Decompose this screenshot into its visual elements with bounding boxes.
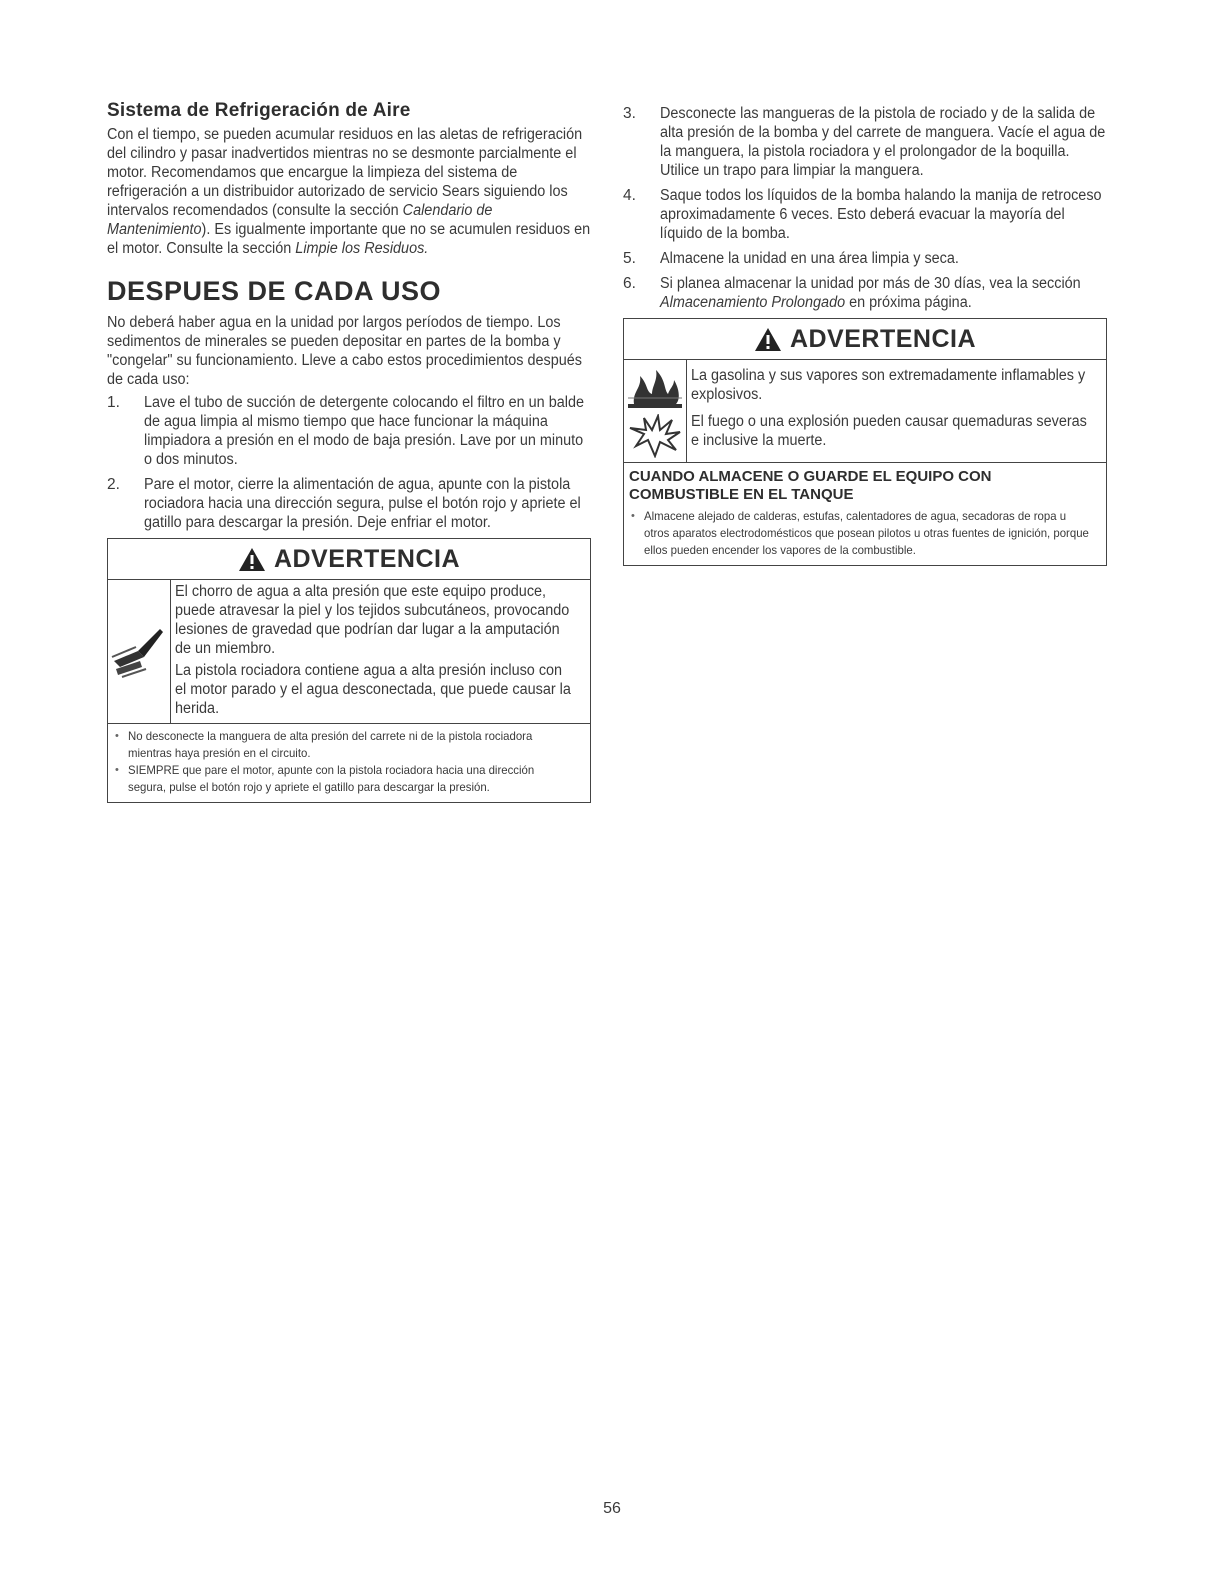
list-item [107, 475, 591, 532]
step-number: 3. [623, 105, 636, 122]
list-item [114, 762, 584, 796]
warning-paragraph: La pistola rociadora contiene agua a alta presión incluso con el motor parado y el agua desconectada, que puede causar la herida. [175, 662, 571, 717]
bullet-text: • Almacene alejado de calderas, estufas, calentadores de agua, secadoras de ropa u otros aparatos electrodomésticos que posean pilotos u otras fuentes de ignición, porque ellos pueden encender los vapores de la combustible. [644, 509, 1089, 557]
after-each-use-heading: DESPUES DE CADA USO [107, 276, 442, 306]
step-number: 5. [623, 250, 636, 267]
cooling-ref-calendar: Calendario de Mantenimiento [107, 202, 493, 238]
cooling-system-heading: Sistema de Refrigeración de Aire [107, 100, 411, 121]
warning-body [624, 360, 1106, 463]
warning-box-pressure [107, 538, 591, 803]
fire-icon [624, 364, 686, 410]
warning-bullets [108, 724, 590, 802]
step-number: 1. [107, 394, 120, 411]
list-item [107, 393, 591, 469]
step-text: Desconecte las mangueras de la pistola de rociado y de la salida de alta presión de la bomba y del carrete de manguera. Vacíe el agua de la manguera, la pistola rociadora y el prolongador de la boquilla. Utilice un trapo para limpiar la manguera. [660, 105, 1106, 179]
page-number: 56 [603, 1500, 621, 1517]
cooling-text-b: ). Es igualmente importante que no se acumulen residuos en el motor. Consulte la sección [107, 221, 591, 257]
warning-subtitle: CUANDO ALMACENE O GUARDE EL EQUIPO CON COMBUSTIBLE EN EL TANQUE [629, 468, 992, 503]
warning-paragraph: La gasolina y sus vapores son extremadamente inflamables y explosivos. [691, 367, 1086, 403]
right-column [623, 104, 1107, 566]
warning-icon-cell [108, 580, 171, 723]
list-item [630, 508, 1100, 559]
cooling-system-paragraph [107, 125, 591, 258]
step-text: Saque todos los líquidos de la bomba halando la manija de retroceso aproximadamente 6 veces. Esto deberá evacuar la mayoría del líquido de la bomba. [660, 187, 1102, 242]
warning-title-text: ADVERTENCIA [789, 324, 977, 353]
bullet-text: • No desconecte la manguera de alta presión del carrete ni de la pistola rociadora mientras haya presión en el circuito. [128, 729, 533, 760]
step-text: Pare el motor, cierre la alimentación de agua, apunte con la pistola rociadora hacia una dirección segura, pulse el botón rojo y apriete el gatillo para descargar la presión. Deje enfriar el motor. [144, 476, 581, 531]
list-item [623, 249, 1107, 268]
warning-text-cell [687, 360, 1125, 462]
step-text: Almacene la unidad en una área limpia y seca. [660, 250, 959, 267]
explosion-icon [624, 414, 686, 458]
steps-list-left [107, 393, 591, 532]
warning-body [108, 580, 590, 724]
warning-title-text: ADVERTENCIA [273, 544, 461, 573]
warning-paragraph: El chorro de agua a alta presión que este equipo produce, puede atravesar la piel y los tejidos subcutáneos, provocando lesiones de gravedad que podrían dar lugar a la amputación de un miembro. [175, 583, 570, 657]
warning-triangle-icon [754, 327, 782, 352]
warning-title [624, 319, 1106, 360]
steps-list-right [623, 104, 1107, 312]
warning-box-fuel [623, 318, 1107, 566]
step-number: 2. [107, 476, 120, 493]
step6-text-b: en próxima página. [845, 294, 972, 311]
step-text [660, 274, 1106, 312]
step-number: 4. [623, 187, 636, 204]
warning-text-cell [171, 580, 609, 723]
high-pressure-injection-icon [108, 621, 170, 683]
warning-icon-cell [624, 360, 687, 462]
step-text: Lave el tubo de succión de detergente colocando el filtro en un balde de agua limpia al mismo tiempo que hace funcionar la máquina limpiadora a presión en el modo de baja presión. Lave por un minuto o dos minutos. [144, 394, 584, 468]
warning-title [108, 539, 590, 580]
warning-paragraph: El fuego o una explosión pueden causar quemaduras severas e inclusive la muerte. [691, 413, 1087, 449]
warning-triangle-icon [238, 547, 266, 572]
after-each-use-intro: No deberá haber agua en la unidad por largos períodos de tiempo. Los sedimentos de minerales se pueden depositar en partes de la bomba y "congelar" su funcionamiento. Lleve a cabo estos procedimientos después de cada uso: [107, 314, 583, 388]
warning-bullets [624, 504, 1106, 565]
list-item [623, 104, 1107, 180]
step6-ref-storage: Almacenamiento Prolongado [660, 294, 846, 311]
step-number: 6. [623, 275, 636, 292]
cooling-ref-residues: Limpie los Residuos. [295, 240, 429, 257]
list-item [114, 728, 584, 762]
list-item [623, 186, 1107, 243]
bullet-text: • SIEMPRE que pare el motor, apunte con la pistola rociadora hacia una dirección segura, pulse el botón rojo y apriete el gatillo para descargar la presión. [128, 763, 535, 794]
list-item [623, 274, 1107, 312]
left-column [107, 100, 591, 803]
cooling-text-a: Con el tiempo, se pueden acumular residuos en las aletas de refrigeración del cilindro y pasar inadvertidos mientras no se desmonte parcialmente el motor. Recomendamos que encargue la limpieza del sistema de refrigeración a un distribuidor autorizado de servicio Sears siguiendo los intervalos recomendados (consulte la sección [107, 126, 583, 219]
step6-text-a: Si planea almacenar la unidad por más de 30 días, vea la sección [660, 275, 1081, 292]
